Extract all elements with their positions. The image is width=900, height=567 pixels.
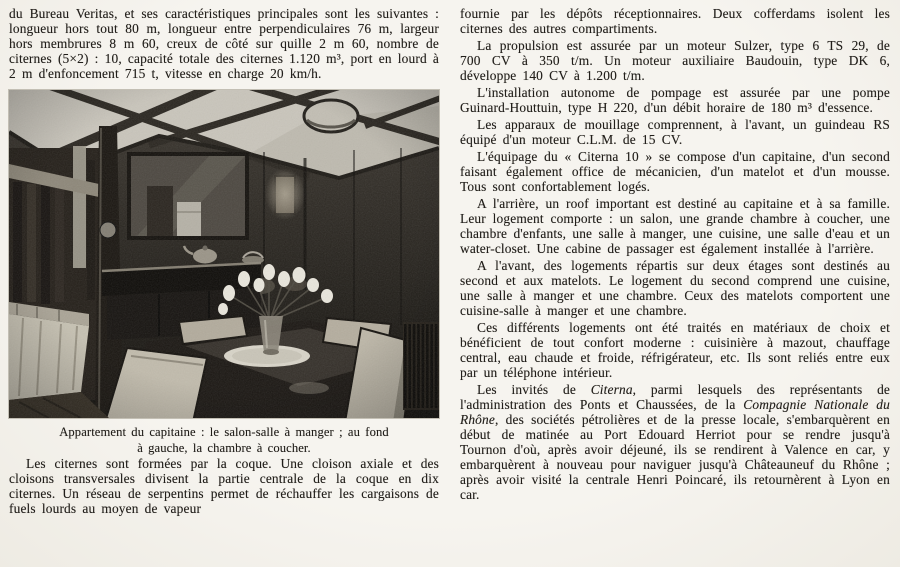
caption-line-2: à gauche, la chambre à coucher. — [137, 440, 311, 455]
caption-line-1: Appartement du capitaine : le salon-salle à manger ; au fond — [59, 425, 389, 439]
right-column — [460, 6, 890, 567]
paragraph-equipage: L'équipage du « Citerna 10 » se compose d'un capitaine, d'un second faisant également office de mécanicien, d'un matelot et d'un mousse. Tous sont confortablement logés. — [460, 149, 890, 194]
paragraph-invites — [460, 382, 890, 502]
invites-run-3: , des sociétés pétrolières et de la presse locale, s'embarquèrent en début de matinée au Port Edouard Herriot pour se rendre jusqu'à Tournon d'où, après avoir déjeuné, ils se rendirent à Valence en car, y embarquèrent à nouveau pour naviguer jusqu'à Châteauneuf du Rhône ; après avoir visité la centrale Henri Poincaré, ils retournèrent à Lyon en car. — [460, 412, 890, 502]
paragraph-pompage: L'installation autonome de pompage est assurée par une pompe Guinard-Houttuin, type H 220, d'un débit horaire de 180 m³ d'essence. — [460, 85, 890, 115]
invites-run-2: , parmi lesquels des représentants de l'administration des Ponts et Chaussées, de la — [460, 382, 891, 412]
photo-figure — [9, 90, 439, 456]
left-column — [9, 6, 439, 567]
paragraph-characteristics: du Bureau Veritas, et ses caractéristiques principales sont les suivantes : longueur hors tout 80 m, longueur entre perpendiculaires 76 m, largeur hors membrures 8 m 60, creux de côté sur quille 2 m 60, nombre de citernes (5×2) : 10, capacité totale des citernes 1.120 m³, port en lourd à 2 m d'enfoncement 715 t, vitesse en charge 20 km/h. — [9, 6, 439, 81]
paragraph-citernes: Les citernes sont formées par la coque. Une cloison axiale et des cloisons transversales divisent la partie centrale de la coque en dix citernes. Un réseau de serpentins permet de réchauffer les cargaisons de fuels lourds au moyen de vapeur — [9, 456, 439, 516]
photo-grain — [9, 90, 439, 418]
paragraph-arriere: A l'arrière, un roof important est destiné au capitaine et à sa famille. Leur logement comporte : un salon, une grande chambre à coucher, une chambre d'enfants, une salle à manger, une cuisine, une salle d'eau et un water-closet. Une cabine de passager est également installée à l'arrière. — [460, 196, 890, 256]
paragraph-cofferdams: fournie par les dépôts réceptionnaires. Deux cofferdams isolent les citernes des autres compartiments. — [460, 6, 890, 36]
paragraph-avant: A l'avant, des logements répartis sur deux étages sont destinés au second et aux matelots. Le logement du second comprend une cuisine, une salle à manger et une chambre. Ceux des matelots comportent une cuisine-salle à manger et une chambre. — [460, 258, 890, 318]
invites-run-italic-cnr: Compagnie Nationale du Rhône — [460, 397, 890, 427]
captain-apartment-photo — [9, 90, 439, 418]
paragraph-confort: Ces différents logements ont été traités en matériaux de choix et bénéficient de tout confort moderne : cuisinière à mazout, chauffage central, eau chaude et froide, réfrigérateur, etc. Ils sont reliés entre eux par un téléphone intérieur. — [460, 320, 890, 380]
captain-apartment-photo-art — [9, 90, 439, 418]
invites-run-1: Les invités de — [477, 382, 591, 397]
paragraph-mouillage: Les apparaux de mouillage comprennent, à l'avant, un guindeau RS équipé d'un moteur C.L.M. de 15 CV. — [460, 117, 890, 147]
invites-run-italic-citerna: Citerna — [590, 382, 633, 397]
paragraph-propulsion: La propulsion est assurée par un moteur Sulzer, type 6 TS 29, de 700 CV à 350 t/m. Un moteur auxiliaire Baudouin, type DK 6, développe 140 CV à 1.200 t/m. — [460, 38, 890, 83]
photo-caption — [9, 425, 439, 456]
